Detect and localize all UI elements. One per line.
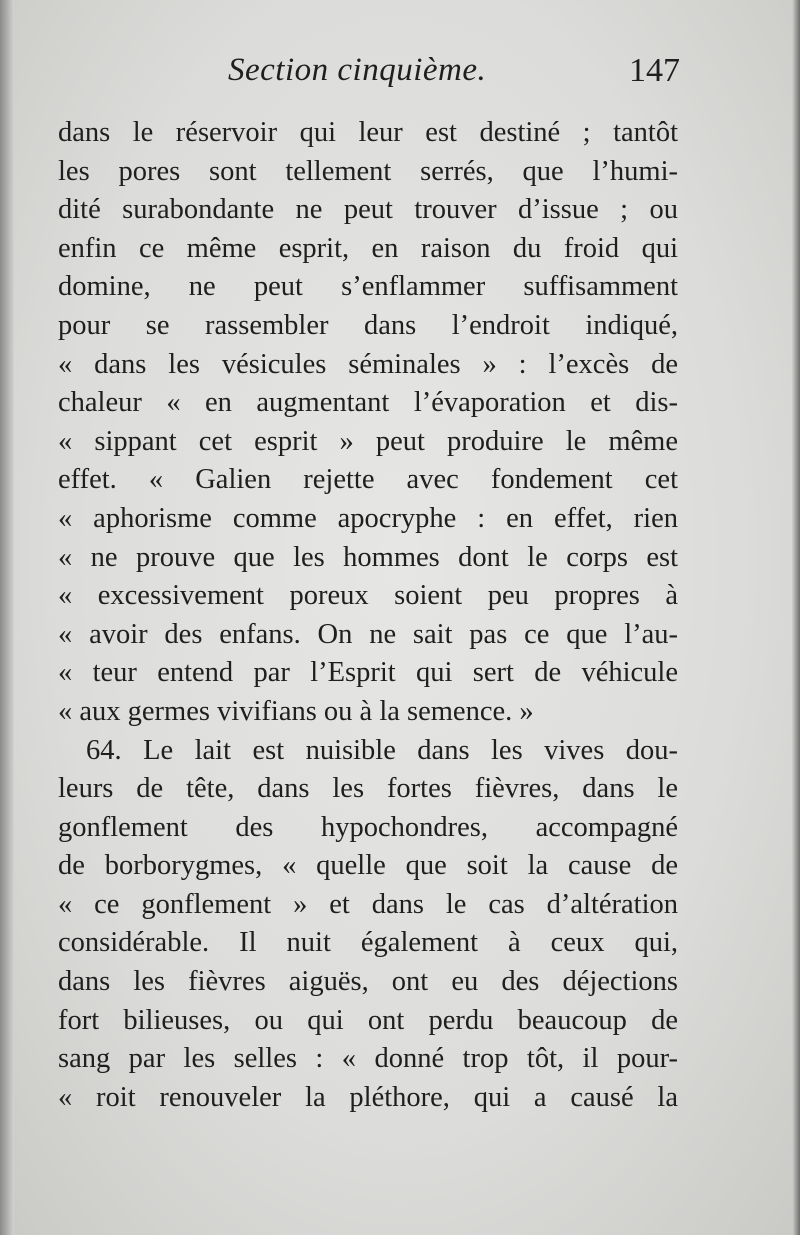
running-head: Section cinquième. <box>228 52 487 88</box>
text-line: « aphorisme comme apocryphe : en effet, rien <box>58 502 678 534</box>
text-line: « dans les vésicules séminales » : l’excès de <box>58 348 678 380</box>
text-line: « teur entend par l’Esprit qui sert de véhicule <box>58 657 678 689</box>
text-line: dans les fièvres aiguës, ont eu des déjections <box>58 966 678 998</box>
text-line: « ne prouve que les hommes dont le corps est <box>58 541 678 573</box>
paragraph-start-line: 64. Le lait est nuisible dans les vives dou- <box>86 734 678 766</box>
text-line: pour se rassembler dans l’endroit indiqué, <box>58 309 678 341</box>
text-line: fort bilieuses, ou qui ont perdu beaucoup de <box>58 1004 678 1036</box>
page-header <box>228 52 688 100</box>
page-number: 147 <box>629 52 680 89</box>
text-line: les pores sont tellement serrés, que l’humi- <box>58 155 678 187</box>
text-line: gonflement des hypochondres, accompagné <box>58 811 678 843</box>
text-line: « roit renouveler la pléthore, qui a causé la <box>58 1081 678 1113</box>
page-edge-shadow-left <box>0 0 14 1235</box>
page-edge-shadow-right <box>792 0 800 1235</box>
text-line: dité surabondante ne peut trouver d’issue ; ou <box>58 194 678 226</box>
text-line: de borborygmes, « quelle que soit la cause de <box>58 850 678 882</box>
text-line: sang par les selles : « donné trop tôt, il pour- <box>58 1043 678 1075</box>
text-line: chaleur « en augmentant l’évaporation et dis- <box>58 387 678 419</box>
text-line: « avoir des enfans. On ne sait pas ce que l’au- <box>58 618 678 650</box>
text-line: « ce gonflement » et dans le cas d’altération <box>58 888 678 920</box>
text-line: considérable. Il nuit également à ceux qui, <box>58 927 678 959</box>
text-line: « excessivement poreux soient peu propres à <box>58 580 678 612</box>
text-line: « sippant cet esprit » peut produire le même <box>58 425 678 457</box>
body-text <box>58 114 678 1117</box>
text-line: enfin ce même esprit, en raison du froid qui <box>58 232 678 264</box>
text-line: dans le réservoir qui leur est destiné ; tantôt <box>58 117 678 148</box>
text-line: domine, ne peut s’enflammer suffisamment <box>58 271 678 303</box>
text-line: « aux germes vivifians ou à la semence. » <box>58 695 534 727</box>
text-line: leurs de tête, dans les fortes fièvres, dans le <box>58 773 678 805</box>
text-line: effet. « Galien rejette avec fondement cet <box>58 464 678 496</box>
